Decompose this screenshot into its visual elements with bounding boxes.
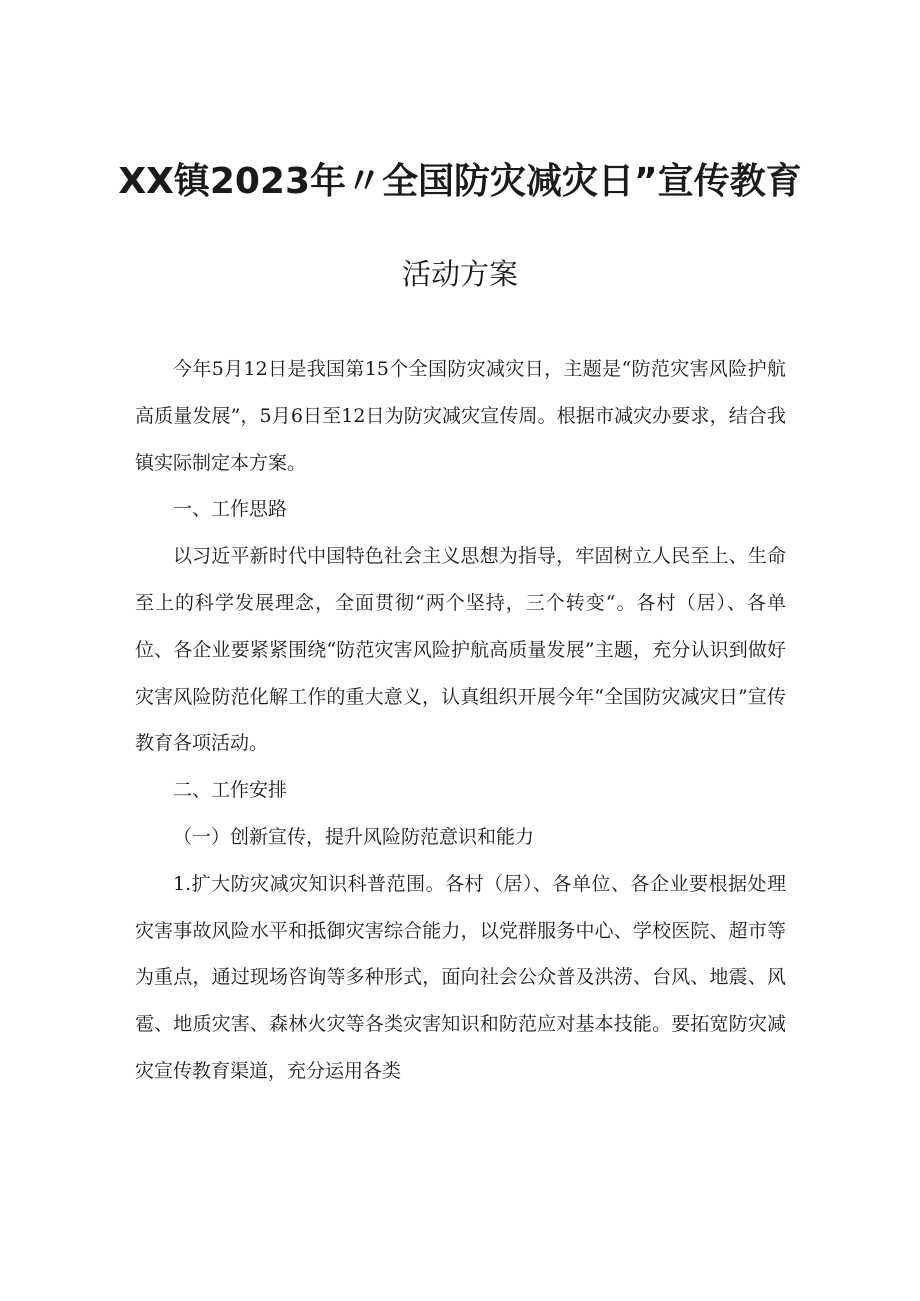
work-approach-paragraph: 以习近平新时代中国特色社会主义思想为指导，牢固树立人民至上、生命至上的科学发展理念，全面贯彻“两个坚持，三个转变“。各村（居）、各单位、各企业要紧紧围绕“防范灾害风险护航高质量发展”主题，充分认识到做好灾害风险防范化解工作的重大意义，认真组织开展今年“全国防灾减灾日”宣传教育各项活动。: [135, 545, 786, 755]
document-body: [135, 346, 786, 1095]
document-subtitle: 活动方案: [401, 257, 518, 291]
item-1-paragraph: 1.扩大防灾减灾知识科普范围。各村（居）、各单位、各企业要根据处理灾害事故风险水平和抵御灾害综合能力，以党群服务中心、学校医院、超市等为重点，通过现场咨询等多种形式，面向社会公众普及洪涝、台风、地震、风雹、地质灾害、森林火灾等各类灾害知识和防范应对基本技能。要拓宽防灾减灾宣传教育渠道，充分运用各类: [135, 872, 786, 1082]
section-heading-work-approach: 一、工作思路: [173, 498, 288, 521]
section-heading-work-arrangement: 二、工作安排: [173, 779, 288, 802]
document-title: XX镇2023年〃全国防灾减灾日”宣传教育: [118, 161, 802, 202]
intro-paragraph: 今年5月12日是我国第15个全国防灾减灾日，主题是“防范灾害风险护航高质量发展”，5月6日至12日为防灾减灾宣传周。根据市减灾办要求，结合我镇实际制定本方案。: [135, 358, 786, 474]
subsection-heading-innovative-publicity: （一）创新宣传，提升风险防范意识和能力: [173, 825, 535, 848]
